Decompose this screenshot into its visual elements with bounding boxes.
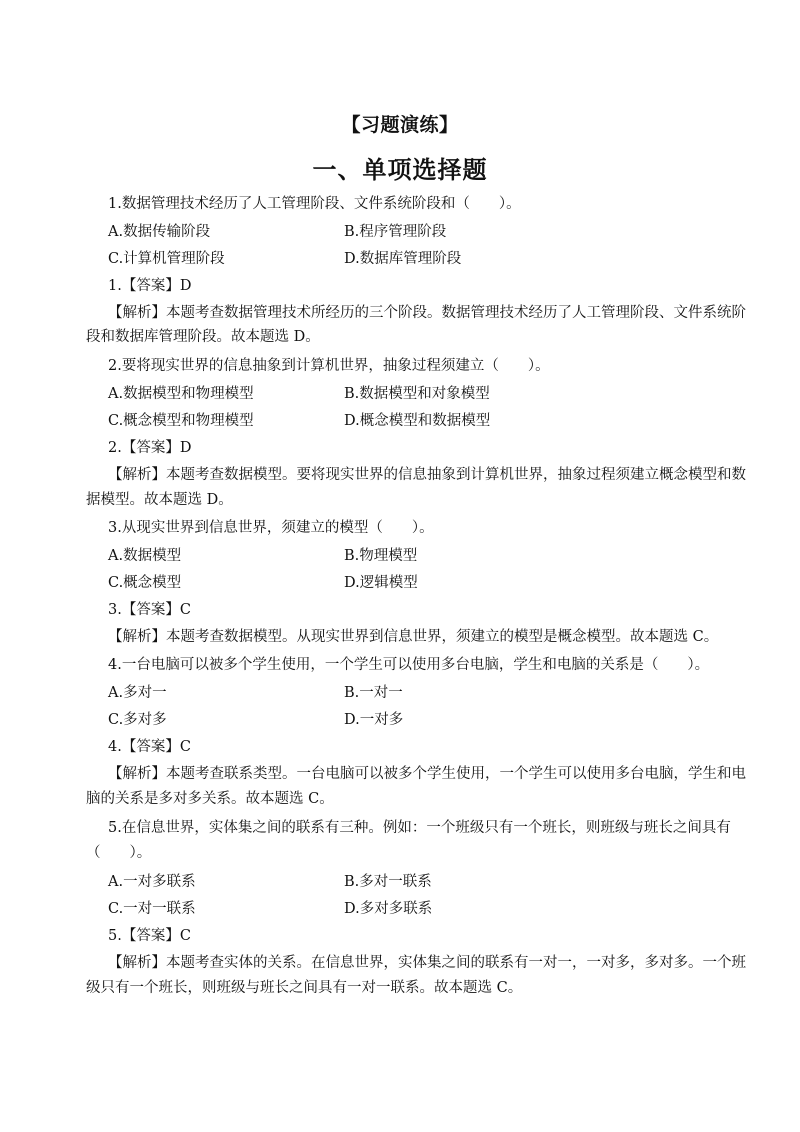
question-5-option-d: D.多对多联系: [344, 901, 433, 917]
question-2-analysis-line-1: 【解析】本题考查数据模型。要将现实世界的信息抽象到计算机世界，抽象过程须建立概念模型和数: [108, 467, 746, 483]
question-4-analysis-line-2: 脑的关系是多对多关系。故本题选 C。: [86, 791, 334, 807]
question-1-option-d: D.数据库管理阶段: [344, 251, 462, 267]
question-3-option-a: A.数据模型: [108, 548, 182, 564]
question-2-option-b: B.数据模型和对象模型: [344, 386, 490, 402]
question-4-option-a: A.多对一: [108, 685, 167, 701]
question-5-option-b: B.多对一联系: [344, 874, 432, 890]
question-4-analysis-line-1: 【解析】本题考查联系类型。一台电脑可以被多个学生使用，一个学生可以使用多台电脑，学生和电: [108, 766, 746, 782]
question-5-stem-line-1: 5.在信息世界，实体集之间的联系有三种。例如：一个班级只有一个班长，则班级与班长之间具有: [108, 820, 731, 836]
question-3-option-c: C.概念模型: [108, 575, 182, 591]
question-4-answer: 4.【答案】C: [108, 739, 191, 755]
question-5-option-a: A.一对多联系: [108, 874, 196, 890]
question-3-stem: 3.从现实世界到信息世界，须建立的模型（ ）。: [108, 520, 434, 536]
question-2-option-a: A.数据模型和物理模型: [108, 386, 254, 402]
question-2-analysis-line-2: 据模型。故本题选 D。: [86, 492, 233, 508]
exercise-title: 【习题演练】: [341, 114, 459, 136]
question-2-stem: 2.要将现实世界的信息抽象到计算机世界，抽象过程须建立（ ）。: [108, 358, 550, 374]
question-2-option-d: D.概念模型和数据模型: [344, 413, 491, 429]
question-5-answer: 5.【答案】C: [108, 928, 191, 944]
question-1-option-c: C.计算机管理阶段: [108, 251, 225, 267]
question-2-option-c: C.概念模型和物理模型: [108, 413, 254, 429]
question-3-option-b: B.物理模型: [344, 548, 418, 564]
question-1-analysis-line-1: 【解析】本题考查数据管理技术所经历的三个阶段。数据管理技术经历了人工管理阶段、文件系统阶: [108, 305, 746, 321]
question-4-option-c: C.多对多: [108, 712, 167, 728]
question-5-option-c: C.一对一联系: [108, 901, 196, 917]
question-1-analysis-line-2: 段和数据库管理阶段。故本题选 D。: [86, 329, 320, 345]
question-4-option-d: D.一对多: [344, 712, 404, 728]
question-1-option-b: B.程序管理阶段: [344, 224, 447, 240]
question-3-answer: 3.【答案】C: [108, 602, 191, 618]
question-5-stem-line-2: （ ）。: [86, 845, 152, 861]
question-2-answer: 2.【答案】D: [108, 440, 192, 456]
question-3-analysis-line-1: 【解析】本题考查数据模型。从现实世界到信息世界，须建立的模型是概念模型。故本题选 C。: [108, 629, 719, 645]
question-4-stem: 4.一台电脑可以被多个学生使用，一个学生可以使用多台电脑，学生和电脑的关系是（ ）。: [108, 657, 710, 673]
section-title: 一、单项选择题: [312, 156, 488, 184]
question-1-stem: 1.数据管理技术经历了人工管理阶段、文件系统阶段和（ ）。: [108, 196, 521, 212]
question-1-answer: 1.【答案】D: [108, 278, 192, 294]
question-5-analysis-line-2: 级只有一个班长，则班级与班长之间具有一对一联系。故本题选 C。: [86, 980, 523, 996]
question-1-option-a: A.数据传输阶段: [108, 224, 211, 240]
question-4-option-b: B.一对一: [344, 685, 403, 701]
question-3-option-d: D.逻辑模型: [344, 575, 418, 591]
question-5-analysis-line-1: 【解析】本题考查实体的关系。在信息世界，实体集之间的联系有一对一，一对多，多对多。一个班: [108, 955, 746, 971]
